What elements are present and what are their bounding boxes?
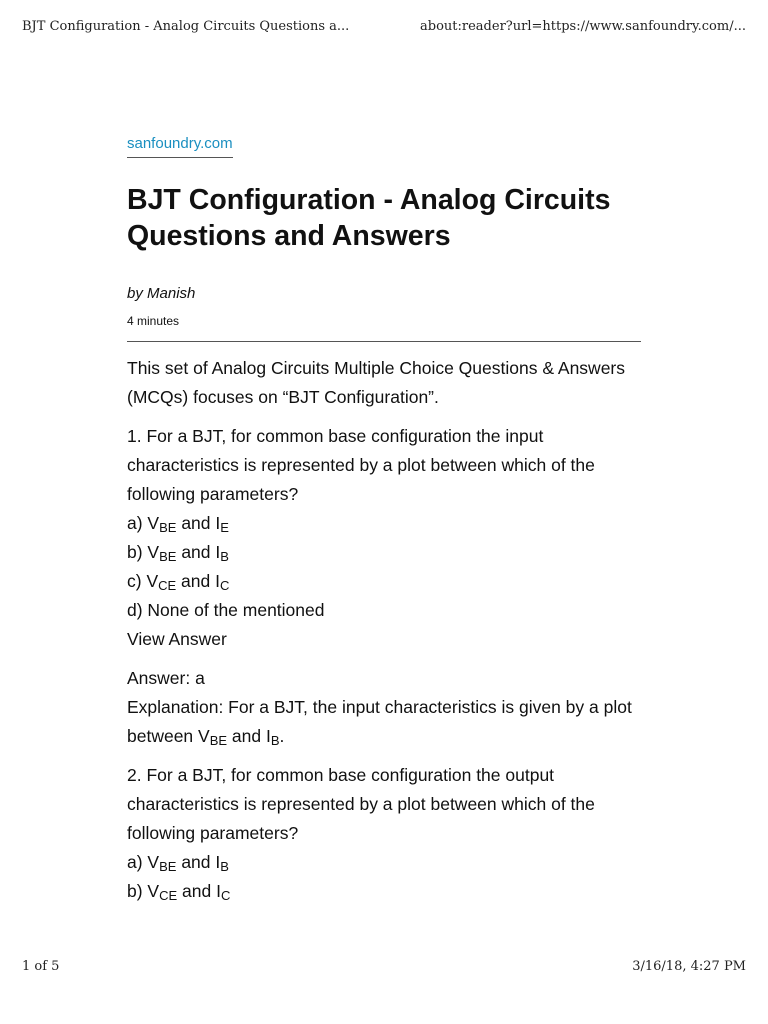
option-text: and I <box>176 513 221 533</box>
option-subscript: CE <box>158 578 177 593</box>
question-1: 1. For a BJT, for common base configuration the input characteristics is represented by a plot between which of the following parameters? <box>127 426 595 504</box>
option-subscript: CE <box>159 888 178 903</box>
option-subscript: B <box>220 859 229 874</box>
option-text: a) V <box>127 513 160 533</box>
option-text: b) V <box>127 542 160 562</box>
option-subscript: C <box>219 578 230 593</box>
question-1-option-c <box>127 567 641 596</box>
page-number: 1 of 5 <box>22 959 60 974</box>
page-title-header: BJT Configuration - Analog Circuits Questions a... <box>22 19 350 34</box>
reader-article <box>127 134 641 906</box>
option-subscript: E <box>220 520 229 535</box>
explanation-subscript: BE <box>209 733 228 748</box>
question-2-option-b <box>127 877 641 906</box>
option-subscript: B <box>220 549 229 564</box>
reading-time: 4 minutes <box>127 314 180 328</box>
option-subscript: BE <box>159 520 177 535</box>
page-url-header: about:reader?url=https://www.sanfoundry.com/... <box>420 19 746 34</box>
explanation-text: and I <box>227 726 271 746</box>
question-1-option-a <box>127 509 641 538</box>
explanation-1 <box>127 693 641 751</box>
site-link[interactable]: sanfoundry.com <box>127 134 233 158</box>
option-text: c) V <box>127 571 159 591</box>
question-2-option-a <box>127 848 641 877</box>
option-text: a) V <box>127 852 160 872</box>
explanation-text: . <box>279 726 285 746</box>
intro-paragraph: This set of Analog Circuits Multiple Choice Questions & Answers (MCQs) focuses on “BJT Configuration”. <box>127 358 625 407</box>
article-content <box>127 354 641 906</box>
answer-1: Answer: a <box>127 668 205 688</box>
question-2: 2. For a BJT, for common base configuration the output characteristics is represented by a plot between which of the following parameters? <box>127 765 595 843</box>
option-text: b) V <box>127 881 160 901</box>
option-text: and I <box>177 881 221 901</box>
option-subscript: BE <box>159 549 177 564</box>
view-answer-toggle[interactable]: View Answer <box>127 629 227 649</box>
explanation-subscript: B <box>270 733 280 748</box>
print-datetime: 3/16/18, 4:27 PM <box>632 959 746 974</box>
option-text: and I <box>176 852 221 872</box>
article-title: BJT Configuration - Analog Circuits Questions and Answers <box>127 184 611 252</box>
question-1-option-d: d) None of the mentioned <box>127 600 325 620</box>
print-header <box>22 19 746 34</box>
option-text: and I <box>176 542 221 562</box>
question-1-option-b <box>127 538 641 567</box>
print-footer <box>22 959 746 974</box>
option-subscript: BE <box>159 859 177 874</box>
option-text: and I <box>176 571 220 591</box>
header-divider <box>127 341 641 342</box>
explanation-text: Explanation: For a BJT, the input characteristics is given by a plot between V <box>127 697 632 746</box>
option-subscript: C <box>220 888 231 903</box>
article-byline: by Manish <box>127 285 196 302</box>
